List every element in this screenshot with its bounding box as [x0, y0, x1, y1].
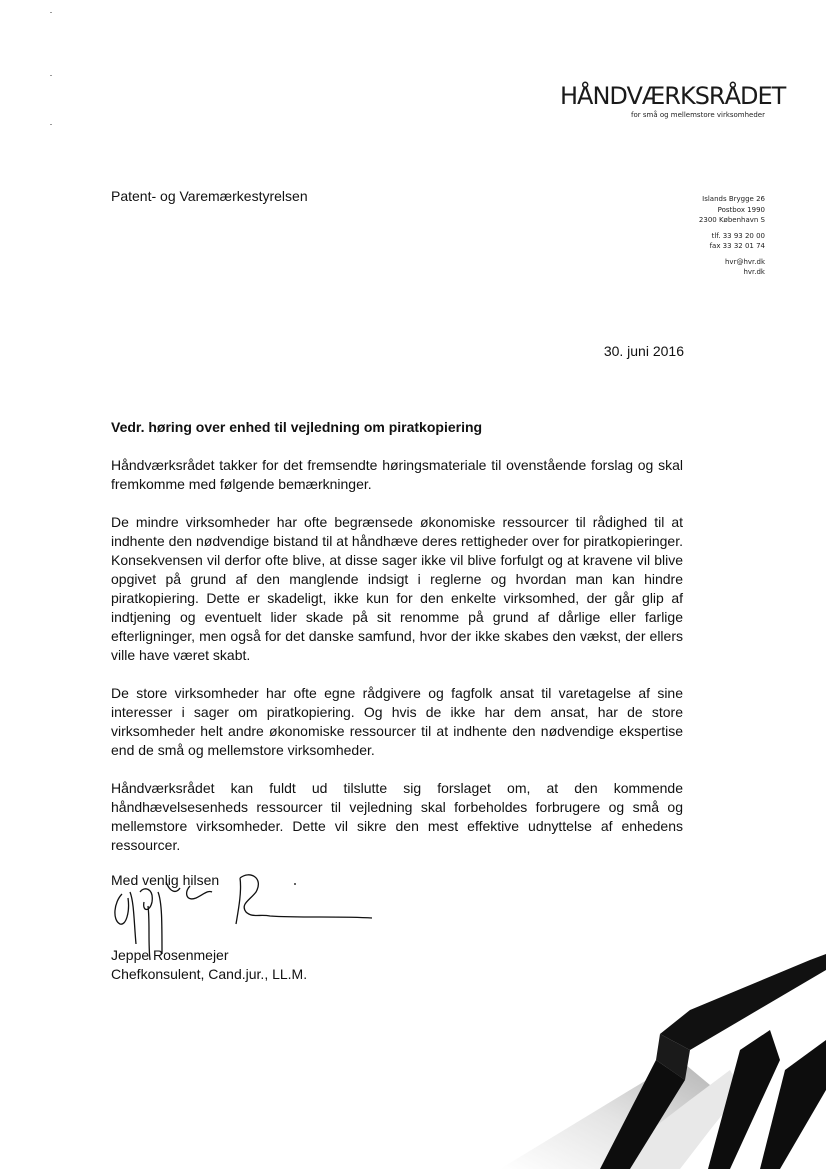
body-paragraph: De store virksomheder har ofte egne rådgivere og fagfolk ansat til varetagelse af sine interesser i sager om piratkopiering. Og hvis de ikke har dem ansat, har de store virksomheder helt andre økonomiske ressourcer til at indhente den nødvendige ekspertise end de små og mellemstore virksomheder.	[111, 685, 683, 758]
logo-tagline: for små og mellemstore virksomheder	[631, 111, 765, 119]
signer-name: Jeppe Rosenmejer	[111, 947, 229, 963]
address-postbox: Postbox 1990	[717, 205, 765, 214]
body-paragraph: Håndværksrådet kan fuldt ud tilslutte sig forslaget om, at den kommende håndhævelsesenheds ressourcer til vejledning skal forbeholdes forbrugere og små og mellemstore virksomheder. Dette vil sikre den mest effektive udnyttelse af enhedens ressourcer.	[111, 780, 683, 853]
body-paragraph: Håndværksrådet takker for det fremsendte høringsmateriale til ovenstående forslag og skal fremkomme med følgende bemærkninger.	[111, 457, 683, 492]
address-web: hvr.dk	[743, 268, 765, 276]
address-phone: tlf. 33 93 20 00	[711, 231, 765, 240]
scan-speck	[50, 124, 52, 125]
scan-speck	[50, 75, 52, 76]
recipient: Patent- og Varemærkestyrelsen	[111, 188, 308, 204]
address-email: hvr@hvr.dk	[725, 257, 765, 266]
letter-subject: Vedr. høring over enhed til vejledning om piratkopiering	[111, 419, 483, 435]
body-paragraph: De mindre virksomheder har ofte begrænsede økonomiske ressourcer til rådighed til at indhente den nødvendige bistand til at håndhæve deres rettigheder over for piratkopieringer. Konsekvensen vil derfor ofte blive, at disse sager ikke vil blive forfulgt og at kravene vil blive opgivet på grund af den manglende indsigt i reglerne og hvordan man kan hindre piratkopiering. Dette er skadeligt, ikke kun for den enkelte virksomhed, der går glip af indtjening og eventuelt lider skade på sit renomme på grund af dårlige eller farlige efterligninger, men også for det danske samfund, hvor der ikke skabes den vækst, der ellers ville have været skabt.	[111, 514, 683, 663]
sender-address	[640, 194, 765, 278]
signer-title: Chefkonsulent, Cand.jur., LL.M.	[111, 966, 308, 982]
closing-greeting: Med venlig hilsen	[111, 872, 220, 888]
logo-wordmark: HÅNDVÆRKSRÅDET	[560, 82, 786, 110]
address-fax: fax 33 32 01 74	[709, 242, 765, 250]
letter-body	[111, 456, 683, 874]
scan-speck	[50, 12, 52, 13]
letter-date: 30. juni 2016	[603, 343, 684, 359]
address-city: 2300 København S	[698, 216, 765, 224]
decorative-corner-graphic	[480, 950, 826, 1169]
address-street: Islands Brygge 26	[702, 195, 765, 203]
